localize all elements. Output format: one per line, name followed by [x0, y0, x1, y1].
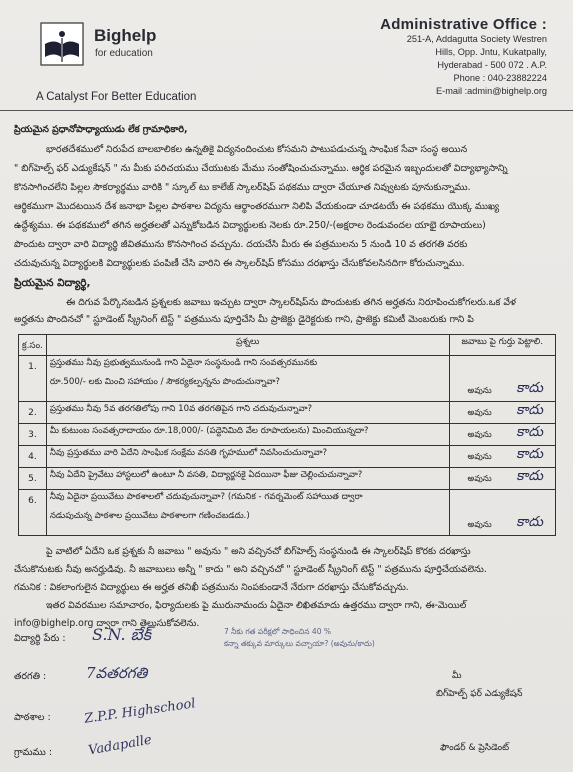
answer-cell[interactable]: [449, 468, 555, 490]
book-logo-icon: [40, 22, 84, 66]
row-number: 2.: [19, 402, 47, 424]
question-text: [46, 424, 449, 446]
answer-mark-no[interactable]: కాదు: [516, 402, 543, 418]
student-name-value[interactable]: S.N. బేక్: [92, 625, 151, 644]
table-row: [19, 356, 556, 402]
paragraph-line: భారతదేశములో నిరుపేద బాలబాలికల ఉన్నతికై విద్యనందించుట కోసమని పాటుపడుచున్న సాంఘిక సేవా సంస్థ అయిన: [46, 144, 468, 155]
class-label: తరగతి :: [14, 671, 47, 682]
answer-mark-no[interactable]: కాదు: [516, 424, 543, 440]
header-divider: [0, 110, 573, 111]
office-title: Administrative Office :: [380, 16, 547, 33]
answer-cell[interactable]: [449, 424, 555, 446]
question-text: [46, 468, 449, 490]
question-line: నీవు ఏదేని ప్రైవేటు హాస్టలులో ఉంటూ నీ వసతి, విద్యార్జనకై ఏదయినా ఫీజు చెల్లించుచున్నావా?: [49, 470, 363, 480]
office-phone: Phone : 040-23882224: [453, 73, 547, 83]
table-row: [19, 446, 556, 468]
row-number: 1.: [19, 356, 47, 402]
row-number: 6.: [19, 490, 47, 536]
tagline: A Catalyst For Better Education: [36, 91, 197, 103]
signature-yours: మీ: [452, 671, 462, 681]
handwritten-note: కన్నా తక్కువ మార్కులు వచ్చాయా? (అవును/కాదు): [224, 639, 375, 648]
school-label: పాఠశాల :: [14, 712, 51, 723]
office-email: E-mail :admin@bighelp.org: [436, 86, 547, 96]
question-line: రూ.500/- లకు మించి సహాయం / సౌకర్యకల్పన్నను పొందుచున్నావా?: [49, 377, 280, 387]
handwritten-note: 7 నీకు గత పరీక్షలో సాధించిన 40 %: [224, 627, 331, 636]
office-line: Hills, Opp. Jntu, Kukatpally,: [435, 47, 547, 57]
paragraph-line: ఇతర వివరముల సమాచారం, ఫిర్యాదులకు పై మురునామందు ఏదైనా లిఖితమాదు ఉత్తరము ద్వారా గాని, ఈ-మెయిల్: [46, 600, 467, 611]
answer-cell[interactable]: [449, 446, 555, 468]
column-header: క్ర.సం.: [19, 335, 47, 356]
table-row: [19, 402, 556, 424]
answer-mark-no[interactable]: కాదు: [516, 468, 543, 484]
answer-option-yes[interactable]: అవును: [467, 408, 492, 418]
paragraph-line: ఈ దిగువ పేర్కొనబడిన ప్రశ్నలకు జవాబు ఇచ్చుట ద్వారా స్కాలర్‌షిప్‌ను పొందుటకు తగిన అర్హతను నిరూపించుకోగలరు.ఒక వేళ: [66, 297, 516, 308]
row-number: 4.: [19, 446, 47, 468]
answer-cell[interactable]: [449, 490, 555, 536]
question-line: మీ కుటుంబ సంవత్సరాదాయం రూ.18,000/- (పద్దెనిమిది వేల రూపాయలను) మించియున్నదా?: [49, 426, 369, 436]
answer-option-yes[interactable]: అవును: [467, 430, 492, 440]
paragraph-line: ఆర్థికముగా మొదటయిన దేశ జనాభా పిల్లల పాఠశాల విద్యను ఆర్థాంతరముగా నిలిపి వేయకుండా చూడటయే ఈ పథకము యొక్క ముఖ్య: [14, 201, 500, 212]
signature-organization: బిగ్‌హెల్ప్ ఫర్ ఎడ్యుకేషన్: [436, 689, 523, 699]
office-line: Hyderabad - 500 072 . A.P.: [437, 60, 547, 70]
row-number: 5.: [19, 468, 47, 490]
column-header: జవాబు పై గుర్తు పెట్టాలి.: [449, 335, 555, 356]
village-label: గ్రామము :: [14, 747, 53, 758]
answer-option-yes[interactable]: అవును: [467, 474, 492, 484]
table-row: [19, 468, 556, 490]
brand-name: Bighelp: [94, 26, 157, 45]
paragraph-line: " బిగ్‌హెల్ప్ ఫర్ ఎడ్యుకేషన్ " ను మీకు పరిచయము చేయుటకు మేము సంతోషించుచున్నాము. ఆర్థిక పరమైన ఇబ్బందులతో విద్యాభ్యాసాన్ని: [14, 163, 508, 174]
paragraph-line: చదువుచున్న విద్యార్థులకి విద్యార్థులకు పంపిణీ చేసి వారిని ఈ స్కాలర్‌షిప్ కోసము దరఖాస్తు చేసుకోవలసినదిగా కోరుచున్నాము.: [14, 258, 465, 269]
village-value[interactable]: Vadapalle: [87, 732, 153, 759]
brand-subtitle: for education: [95, 48, 153, 59]
answer-mark-no[interactable]: కాదు: [516, 380, 543, 396]
paragraph-line: ఉద్దేశ్యము. ఈ పథకములో తగిన అర్హతలతో ఎన్నుకోబడిన విద్యార్థులకు నెలకు రూ.250/-(అక్షరాల రెండువందల యాభై రూపాయలు): [14, 220, 486, 231]
paragraph-line: కొనసాగించలేని పిల్లల సౌకర్యార్థము వారికి " స్కూల్ టు కాలేజ్ స్కాలర్‌షిప్ పథకము ద్వారా చేయూత నివ్వుటకు పూనుకున్నాము.: [14, 182, 471, 193]
question-text: [46, 402, 449, 424]
answer-cell[interactable]: [449, 402, 555, 424]
salutation-principal: ప్రియమైన ప్రధానోపాధ్యాయుడు లేక గ్రామాధికారి,: [14, 124, 188, 135]
answer-mark-no[interactable]: కాదు: [516, 446, 543, 462]
salutation-student: ప్రియమైన విద్యార్థి,: [14, 277, 91, 289]
contact-email-line: info@bighelp.org ద్వారా గాని తెలుసుకోవలెను.: [14, 618, 200, 629]
row-number: 3.: [19, 424, 47, 446]
eligibility-table: [18, 334, 556, 536]
question-line: నీవు ఏదైనా ప్రయివేటు పాఠశాలలో చదువుచున్నావా? (గమనిక - గవర్నమెంట్ సహాయిత ద్వారా: [49, 492, 363, 502]
office-line: 251-A, Addagutta Society Westren: [406, 34, 547, 44]
question-line: ప్రస్తుతము నీవు ప్రభుత్వమునుండి గాని ఏదైనా సంస్థనుండి గాని సంవత్సరమునకు: [49, 358, 318, 368]
question-text: [46, 446, 449, 468]
column-header: ప్రశ్నలు: [46, 335, 449, 356]
answer-option-yes[interactable]: అవును: [467, 520, 492, 530]
paragraph-line: చేసుకొనుటకు నీవు అనర్హుడివు. నీ జవాబులు అన్నీ " కాదు " అని వచ్చినచో " స్టూడెంట్ స్క్రీనింగ్ టెస్ట్ " పత్రమును పూర్తిచేయవలెను.: [14, 564, 487, 575]
note-line: గమనిక : వికలాంగులైన విద్యార్థులు ఈ అర్హత తనిఖీ పత్రమును నింపకుండానే నేరుగా దరఖాస్తు చేసుకోవచ్చును.: [14, 582, 409, 593]
answer-option-yes[interactable]: అవును: [467, 452, 492, 462]
table-header-row: [19, 335, 556, 356]
question-line: నీవు ప్రస్తుతము వారి ఏదేని సాంఘిక సంక్షేమ వసతి గృహములో నివసించుచున్నావా?: [49, 448, 328, 458]
paragraph-line: పై వాటిలో ఏదేని ఒక ప్రశ్నకు నీ జవాబు " అవును " అని వచ్చినచో బిగ్‌హెల్ప్ సంస్థనుండి ఈ స్కాలర్‌షిప్ కొరకు దరఖాస్తు: [46, 546, 471, 557]
answer-mark-no[interactable]: కాదు: [516, 514, 543, 530]
question-text: [46, 490, 449, 536]
signature-designation: ఫౌండర్ & ప్రెసిడెంట్: [440, 743, 510, 753]
table-row: [19, 424, 556, 446]
answer-cell[interactable]: [449, 356, 555, 402]
paragraph-line: అర్హతను పొందినచో " స్టూడెంట్ స్క్రీనింగ్ టెస్ట్ " పత్రమును పూర్తిచేసి మీ ప్రాజెక్టు డైరెక్టరుకు గాని, ప్రాజెక్టు కమిటీ మెంబరుకు గాని పి: [14, 314, 474, 325]
question-line: ప్రస్తుతము నీవు 5వ తరగతిలోపు గాని 10వ తరగతిపైన గాని చదువుచున్నావా?: [49, 404, 313, 414]
school-value[interactable]: Z.P.P. Highschool: [83, 696, 197, 727]
question-text: [46, 356, 449, 402]
question-line: నడుపుచున్న పాఠశాల ప్రయివేటు పాఠశాలగా గణించబడదు.): [49, 511, 250, 521]
class-value[interactable]: 7వతరగతి: [86, 664, 148, 682]
office-address: [380, 16, 547, 98]
table-row: [19, 490, 556, 536]
student-name-label: విద్యార్థి పేరు :: [14, 633, 66, 644]
paragraph-line: పొందుట ద్వారా వారి విద్యార్థి జీవితమును కొనసాగించ వచ్చును. దయచేసి మీరు ఈ పత్రములను 5 నుండి 10 వ తరగతి వరకు: [14, 239, 468, 250]
answer-option-yes[interactable]: అవును: [467, 386, 492, 396]
